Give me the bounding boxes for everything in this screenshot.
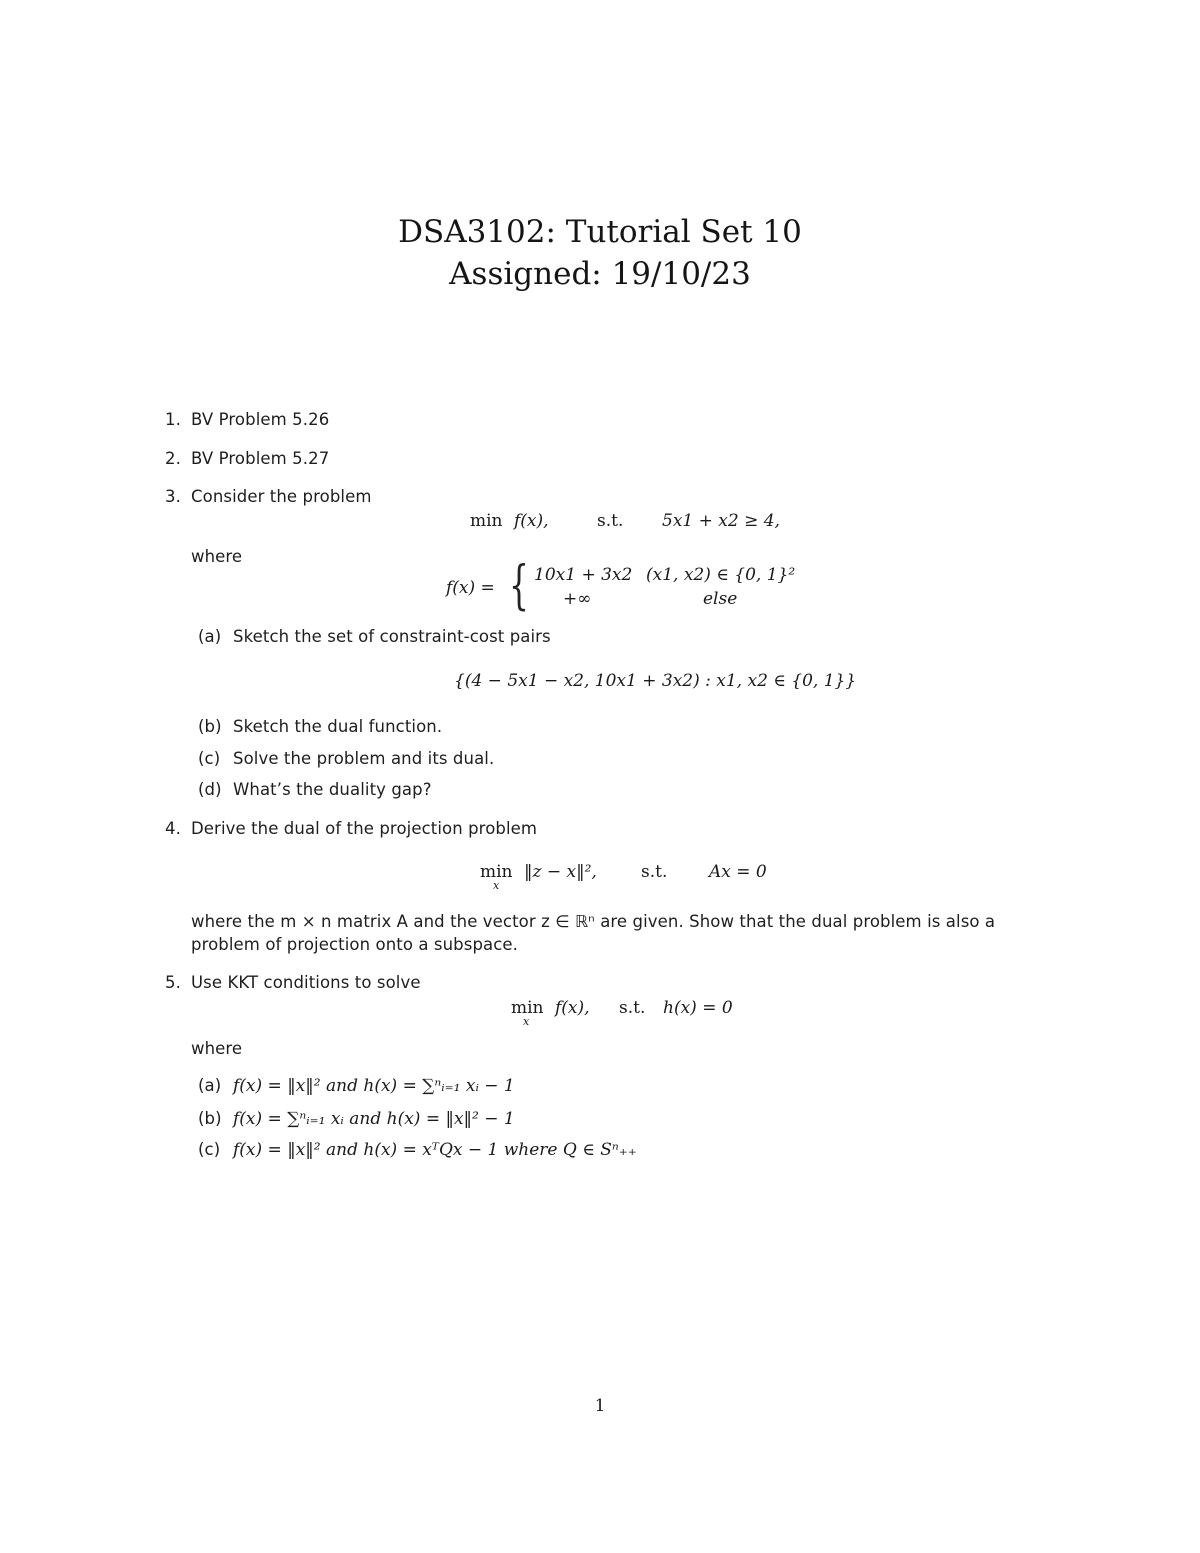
problem-4-min-subscript: x xyxy=(493,879,500,892)
problem-5-min: min xyxy=(511,998,544,1018)
problem-3c-label: (c) xyxy=(198,749,221,768)
problem-2-text: BV Problem 5.27 xyxy=(191,449,330,468)
problem-5c-label: (c) xyxy=(198,1140,221,1159)
problem-5a-text: f(x) = ‖x‖² and h(x) = ∑ⁿᵢ₌₁ xᵢ − 1 xyxy=(233,1076,515,1096)
problem-5-constraint: h(x) = 0 xyxy=(663,998,733,1018)
problem-2-number: 2. xyxy=(165,449,181,468)
problem-5b-label: (b) xyxy=(198,1109,222,1128)
problem-3d-text: What’s the duality gap? xyxy=(233,780,432,799)
problem-3-constraint: 5x1 + x2 ≥ 4, xyxy=(662,511,780,531)
problem-5b-text: f(x) = ∑ⁿᵢ₌₁ xᵢ and h(x) = ‖x‖² − 1 xyxy=(233,1109,515,1129)
problem-3-number: 3. xyxy=(165,487,181,506)
problem-4-constraint: Ax = 0 xyxy=(709,862,767,882)
problem-4-intro: Derive the dual of the projection problem xyxy=(191,819,538,838)
problem-3b-label: (b) xyxy=(198,717,222,736)
problem-5-min-subscript: x xyxy=(523,1015,530,1028)
problem-4-number: 4. xyxy=(165,819,181,838)
problem-3-case1-condition: (x1, x2) ∈ {0, 1}² xyxy=(646,565,796,585)
assigned-date: Assigned: 19/10/23 xyxy=(449,256,751,292)
problem-3-objective: f(x), xyxy=(514,511,549,531)
problem-3-st: s.t. xyxy=(597,511,624,531)
problem-1-text: BV Problem 5.26 xyxy=(191,410,330,429)
problem-4-line-2: problem of projection onto a subspace. xyxy=(191,935,519,954)
page-number: 1 xyxy=(594,1396,606,1416)
problem-5-objective: f(x), xyxy=(555,998,590,1018)
problem-5-number: 5. xyxy=(165,973,181,992)
problem-4-st: s.t. xyxy=(641,862,668,882)
problem-5-st: s.t. xyxy=(619,998,646,1018)
page-title: DSA3102: Tutorial Set 10 xyxy=(398,214,802,250)
problem-5-where: where xyxy=(191,1039,243,1058)
problem-4-min: min xyxy=(480,862,513,882)
problem-5a-label: (a) xyxy=(198,1076,222,1095)
problem-3c-text: Solve the problem and its dual. xyxy=(233,749,495,768)
problem-1-number: 1. xyxy=(165,410,181,429)
problem-3a-text: Sketch the set of constraint-cost pairs xyxy=(233,627,551,646)
problem-3-def-lhs: f(x) = xyxy=(446,578,495,598)
problem-3a-set: {(4 − 5x1 − x2, 10x1 + 3x2) : x1, x2 ∈ {0, 1}} xyxy=(454,671,857,691)
left-brace-icon: { xyxy=(509,556,529,616)
problem-3-min: min xyxy=(470,511,503,531)
problem-3-intro: Consider the problem xyxy=(191,487,372,506)
problem-5c-text: f(x) = ‖x‖² and h(x) = xᵀQx − 1 where Q ∈ Sⁿ₊₊ xyxy=(233,1140,637,1160)
problem-3b-text: Sketch the dual function. xyxy=(233,717,443,736)
problem-3a-label: (a) xyxy=(198,627,222,646)
problem-3-case2-condition: else xyxy=(703,589,738,609)
problem-5-intro: Use KKT conditions to solve xyxy=(191,973,421,992)
problem-3-case1-value: 10x1 + 3x2 xyxy=(534,565,633,585)
problem-3d-label: (d) xyxy=(198,780,222,799)
problem-4-objective: ‖z − x‖², xyxy=(524,862,597,882)
problem-4-line-1: where the m × n matrix A and the vector z ∈ ℝⁿ are given. Show that the dual problem is also a xyxy=(191,912,996,931)
problem-3-case2-value: +∞ xyxy=(563,589,592,609)
problem-3-where: where xyxy=(191,547,243,566)
